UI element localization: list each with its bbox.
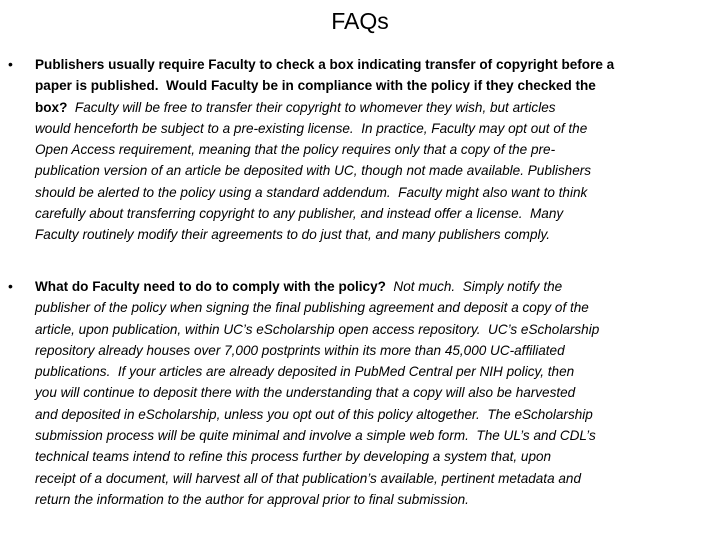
text-line (35, 489, 713, 510)
answer-text: publications. If your articles are already deposited in PubMed Central per NIH policy, then (35, 364, 575, 380)
text-line (35, 468, 713, 489)
text-line (35, 276, 713, 297)
text-line (35, 446, 713, 467)
answer-text: article, upon publication, within UC’s eScholarship open access repository. UC’s eScholarship (35, 321, 600, 337)
answer-text: repository already houses over 7,000 postprints within its more than 45,000 UC-affiliated (35, 342, 565, 358)
text-line (35, 340, 713, 361)
answer-text: publication version of an article be deposited with UC, though not made available. Publishers (35, 163, 592, 179)
text-line (35, 224, 713, 245)
answer-text: technical teams intend to refine this process further by developing a system that, upon (35, 449, 552, 465)
question-text: box? (35, 99, 68, 115)
answer-text: publisher of the policy when signing the final publishing agreement and deposit a copy of the (35, 300, 589, 316)
answer-text: you will continue to deposit there with the understanding that a copy will also be harvested (35, 385, 576, 401)
text-line (35, 160, 713, 181)
text-line (35, 297, 713, 318)
text-line (35, 319, 713, 340)
text-line (35, 182, 713, 203)
question-text: What do Faculty need to do to comply with the policy? (35, 279, 386, 294)
page-title: FAQs (331, 8, 389, 34)
question-text: paper is published. Would Faculty be in compliance with the policy if they checked the (35, 78, 596, 94)
answer-text: Not much. Simply notify the (385, 279, 563, 294)
text-line (35, 382, 713, 403)
faq-text (35, 54, 715, 246)
text-line (35, 361, 713, 382)
answer-text: Open Access requirement, meaning that the policy requires only that a copy of the pre- (35, 142, 556, 158)
answer-text: would henceforth be subject to a pre-existing license. In practice, Faculty may opt out of the (35, 120, 588, 136)
answer-text: carefully about transferring copyright to any publisher, and instead offer a license. Many (35, 206, 564, 222)
text-line (35, 425, 713, 446)
text-line (35, 203, 713, 224)
faq-text (35, 276, 715, 510)
answer-text: return the information to the author for approval prior to final submission. (35, 491, 469, 507)
bullet-icon: • (8, 56, 13, 72)
answer-text: should be alerted to the policy using a standard addendum. Faculty might also want to think (35, 184, 588, 200)
bullet-icon: • (8, 278, 13, 294)
text-line (35, 54, 713, 75)
answer-text: submission process will be quite minimal and involve a simple web form. The UL’s and CDL’s (35, 428, 596, 444)
text-line (35, 75, 713, 96)
text-line (35, 118, 713, 139)
text-line (35, 97, 713, 118)
answer-text: receipt of a document, will harvest all of that publication’s available, pertinent metadata and (35, 470, 581, 486)
answer-text: Faculty will be free to transfer their copyright to whomever they wish, but articles (67, 99, 556, 115)
answer-text: and deposited in eScholarship, unless you opt out of this policy altogether. The eScholarship (35, 406, 593, 422)
question-text: Publishers usually require Faculty to check a box indicating transfer of copyright before a (35, 57, 615, 72)
text-line (35, 139, 713, 160)
answer-text: Faculty routinely modify their agreements to do just that, and many publishers comply. (35, 227, 551, 243)
text-line (35, 404, 713, 425)
